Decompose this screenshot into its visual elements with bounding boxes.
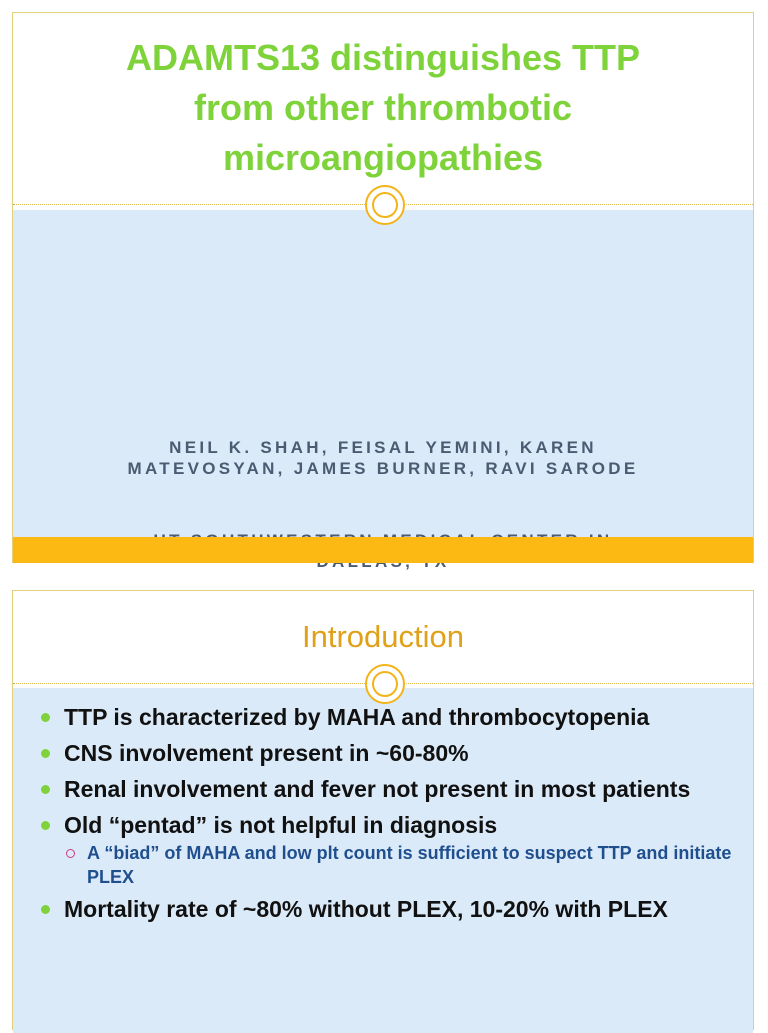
green-dot-icon — [41, 785, 50, 794]
bullet-item — [41, 774, 741, 805]
green-dot-icon — [41, 713, 50, 722]
body-panel — [13, 210, 753, 537]
double-ring-icon — [365, 185, 405, 225]
title-area — [13, 13, 753, 205]
sub-bullet-text: A “biad” of MAHA and low plt count is sufficient to suspect TTP and initiate PLEX — [87, 843, 732, 887]
hollow-circle-icon — [66, 849, 75, 858]
green-dot-icon — [41, 749, 50, 758]
bullet-text: Renal involvement and fever not present in most patients — [64, 776, 691, 802]
bullet-item — [41, 894, 741, 925]
bullet-text: Old “pentad” is not helpful in diagnosis — [64, 812, 498, 838]
sub-bullet-item — [64, 841, 741, 889]
green-dot-icon — [41, 905, 50, 914]
footer-band — [13, 537, 753, 563]
bullet-text: CNS involvement present in ~60-80% — [64, 740, 469, 766]
bullet-text: TTP is characterized by MAHA and thrombocytopenia — [64, 704, 650, 730]
title-slide — [12, 12, 754, 563]
slide-title: ADAMTS13 distinguishes TTP from other thrombotic microangiopathies — [125, 37, 641, 178]
green-dot-icon — [41, 821, 50, 830]
bullet-item — [41, 738, 741, 769]
bullet-text: Mortality rate of ~80% without PLEX, 10-20% with PLEX — [64, 896, 668, 922]
double-ring-icon — [365, 664, 405, 704]
sub-bullet-list — [64, 841, 741, 889]
section-title: Introduction — [302, 619, 464, 654]
introduction-slide — [12, 590, 754, 1030]
author-list: NEIL K. SHAH, FEISAL YEMINI, KAREN MATEVOSYAN, JAMES BURNER, RAVI SARODE — [127, 438, 639, 478]
bullet-list — [41, 702, 741, 930]
bullet-item — [41, 702, 741, 733]
bullet-item — [41, 810, 741, 889]
